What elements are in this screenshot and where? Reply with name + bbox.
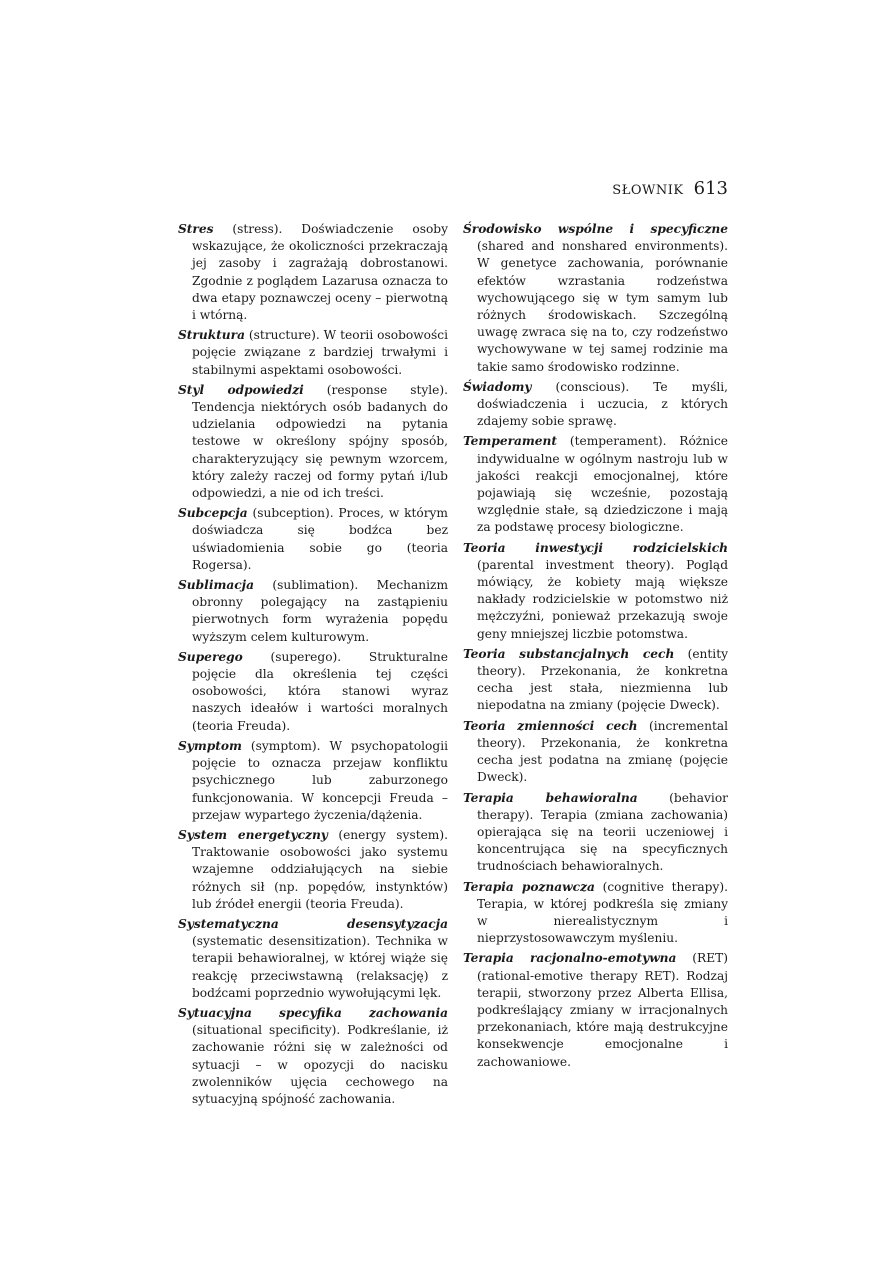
entry-definition: (temperament). Różnice indywidualne w ogólnym nastroju lub w jakości reakcji emocjonalnej, które pojawiają się wcześnie, pozostają względnie stałe, są dziedziczone i mają za podstawę procesy biologiczne. <box>477 434 728 535</box>
entry-definition: (incremental theory). Przekonania, że konkretna cecha jest podatna na zmianę (pojęcie Dweck). <box>477 718 729 785</box>
glossary-entry <box>178 221 448 324</box>
entry-definition: (symptom). W psychopatologii pojęcie to oznacza przejaw konfliktu psychicznego lub zaburzonego funkcjonowania. W koncepcji Freuda – przejaw wypartego życzenia/dążenia. <box>192 738 448 822</box>
entry-definition: (energy system). Traktowanie osobowości jako systemu wzajemne oddziałujących na siebie różnych sił (np. popędów, instynktów) lub źródeł energii (teoria Freuda). <box>192 827 448 911</box>
glossary-entry <box>178 327 448 379</box>
page-number: 613 <box>693 178 728 199</box>
entry-definition: (subception). Proces, w którym doświadcza się bodźca bez uświadomienia sobie go (teoria Rogersa). <box>192 506 448 572</box>
entry-definition: (structure). W teorii osobowości pojęcie związane z bardziej trwałymi i stabilnymi aspektami osobowości. <box>192 328 448 377</box>
entry-definition: (behavior therapy). Terapia (zmiana zachowania) opierająca się na teorii uczeniowej i koncentrująca się na specyficznych trudnościach behawioralnych. <box>477 790 728 874</box>
entry-definition: (shared and nonshared environments). W genetyce zachowania, porównanie efektów wzrastania rodzeństwa wychowującego się w tym samym lub różnych środowiskach. Szczególną uwagę zwraca się na to, czy rodzeństwo wychowywane w tej samej rodzinie ma takie samo środowisko rodzinne. <box>477 239 728 374</box>
entry-definition: (entity theory). Przekonania, że konkretna cecha jest stała, niezmienna lub niepodatna na zmiany (pojęcie Dweck). <box>477 646 728 713</box>
glossary-column-right <box>463 221 728 1074</box>
glossary-entry <box>178 649 448 735</box>
glossary-entry <box>463 950 728 1070</box>
entry-term: Styl odpowiedzi <box>178 382 304 397</box>
glossary-entry <box>463 433 728 536</box>
glossary-entry <box>463 718 728 787</box>
entry-term: Terapia behawioralna <box>463 790 638 805</box>
entry-term: Struktura <box>178 328 245 343</box>
glossary-entry <box>178 916 448 1002</box>
entry-definition: (response style). Tendencja niektórych osób badanych do udzielania odpowiedzi na pytania testowe w określony spójny sposób, charakteryzujący się pewnym wzorcem, który zależy raczej od formy pytań i/lub odpowiedzi, a nie od ich treści. <box>192 382 448 501</box>
glossary-entry <box>178 1005 448 1108</box>
entry-definition: (situational specificity). Podkreślanie, iż zachowanie różni się w zależności od sytuacji – w opozycji do nacisku zwolenników ujęcia cechowego na sytuacyjną spójność zachowania. <box>192 1023 448 1106</box>
entry-definition: (conscious). Te myśli, doświadczenia i uczucia, z których zdajemy sobie sprawę. <box>477 379 728 429</box>
entry-definition: (sublimation). Mechanizm obronny polegający na zastąpieniu pierwotnych form wyrażenia popędu wyższym celem kulturowym. <box>192 578 448 644</box>
page-header <box>612 178 728 199</box>
glossary-entry <box>178 382 448 502</box>
glossary-entry <box>178 827 448 913</box>
entry-term: Stres <box>178 222 214 236</box>
entry-term: Systematyczna desensytyzacja <box>178 916 448 931</box>
entry-definition: (superego). Strukturalne pojęcie dla określenia tej części osobowości, która stanowi wyraz naszych ideałów i wartości moralnych (teoria Freuda). <box>192 649 448 733</box>
entry-term: Symptom <box>178 738 242 753</box>
entry-term: Terapia racjonalno-emotywna <box>463 951 677 966</box>
glossary-entry <box>463 540 728 643</box>
entry-term: Teoria inwestycji rodzicielskich <box>463 540 728 555</box>
entry-definition: (RET) (rational-emotive therapy RET). Rodzaj terapii, stworzony przez Alberta Ellisa, podkreślający zmiany w irracjonalnych przekonaniach, które mają destrukcyjne konsekwencje emocjonalne i zachowaniowe. <box>477 951 728 1069</box>
entry-definition: (parental investment theory). Pogląd mówiący, że kobiety mają większe nakłady rodzicielskie w potomstwo niż mężczyźni, ponieważ przekazują swoje geny mniejszej liczbie potomstwa. <box>477 557 728 641</box>
entry-term: Temperament <box>463 434 558 449</box>
entry-term: Teoria zmienności cech <box>463 718 638 733</box>
entry-term: Sytuacyjna specyfika zachowania <box>178 1005 448 1020</box>
glossary-entry <box>463 646 728 715</box>
glossary-entry <box>178 738 448 824</box>
entry-term: Superego <box>178 649 243 664</box>
entry-definition: (systematic desensitization). Technika w terapii behawioralnej, w której wiąże się reakcję przeciwstawną (relaksację) z bodźcami poprzednio wywołującymi lęk. <box>192 934 448 1000</box>
entry-term: Środowisko wspólne i specyficzne <box>463 222 728 236</box>
glossary-column-left <box>178 221 448 1111</box>
glossary-entry <box>178 577 448 646</box>
entry-definition: (stress). Doświadczenie osoby wskazujące, że okoliczności przekraczają jej zasoby i zagrażają dobrostanowi. Zgodnie z poglądem Lazarusa oznacza to dwa etapy poznawczej oceny – pierwotną i wtórną. <box>192 222 448 323</box>
glossary-entry <box>463 379 728 431</box>
entry-term: Teoria substancjalnych cech <box>463 646 675 661</box>
entry-term: System energetyczny <box>178 827 328 842</box>
glossary-entry <box>463 879 728 948</box>
entry-term: Terapia poznawcza <box>463 879 595 894</box>
glossary-entry <box>178 505 448 574</box>
glossary-entry <box>463 221 728 376</box>
entry-definition: (cognitive therapy). Terapia, w której podkreśla się zmiany w nierealistycznym i nieprzystosowawczym myśleniu. <box>477 879 728 946</box>
entry-term: Sublimacja <box>178 578 254 593</box>
section-title: SŁOWNIK <box>612 183 684 198</box>
entry-term: Subcepcja <box>178 506 248 521</box>
glossary-entry <box>463 790 728 876</box>
entry-term: Świadomy <box>463 379 532 394</box>
